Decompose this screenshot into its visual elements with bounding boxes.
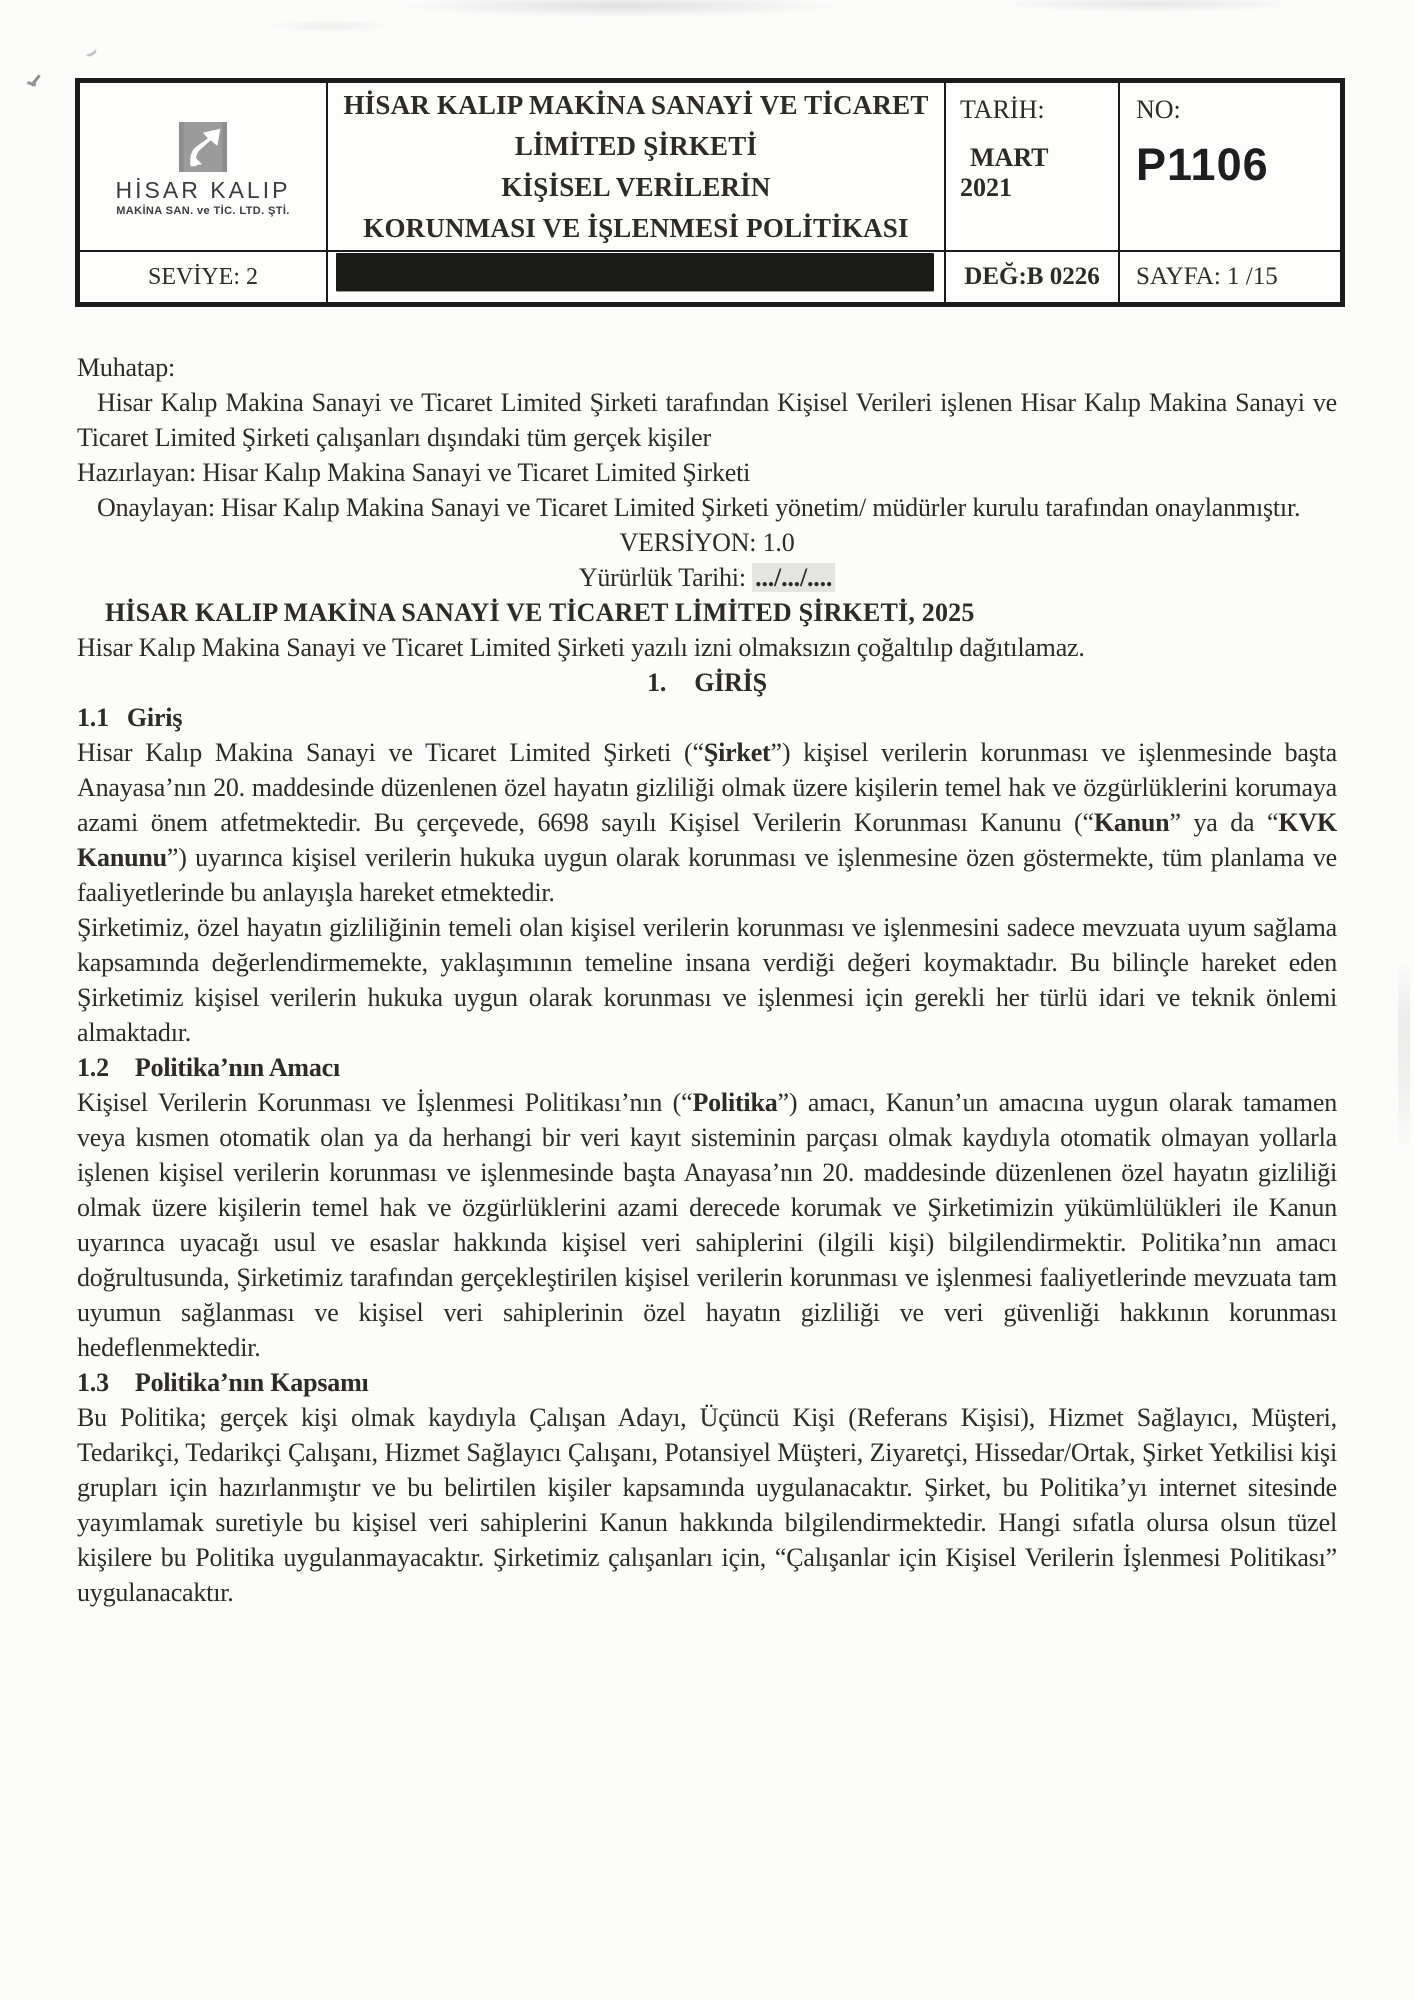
version-line: VERSİYON: 1.0 (619, 528, 795, 557)
page-number-cell: SAYFA: 1 /15 (1136, 263, 1278, 290)
section-1-1-title: Giriş (126, 703, 183, 732)
document-title-line: HİSAR KALIP MAKİNA SANAYİ VE TİCARET (343, 89, 929, 120)
section-1-3-heading (77, 1365, 1337, 1400)
header-row-meta (80, 250, 1340, 302)
level-cell: SEVİYE: 2 (80, 252, 328, 302)
scan-artifact-mark (30, 74, 40, 86)
copyright-heading: HİSAR KALIP MAKİNA SANAYİ VE TİCARET LİMİTED ŞİRKETİ, 2025 (105, 598, 975, 627)
logo-cell (80, 83, 328, 250)
date-cell (946, 83, 1120, 250)
section-1-1-heading (77, 700, 1337, 735)
document-number-cell (1120, 83, 1340, 250)
document-title-line: LİMİTED ŞİRKETİ (514, 130, 758, 161)
redaction-cell (328, 252, 946, 302)
header-row-main (80, 83, 1340, 250)
document-title-line: KİŞİSEL VERİLERİN (501, 171, 771, 202)
effective-date-placeholder: .../.../.... (752, 563, 835, 592)
section-1-heading (77, 665, 1337, 700)
paragraph-1-3: Bu Politika; gerçek kişi olmak kaydıyla Çalışan Adayı, Üçüncü Kişi (Referans Kişisi), Hizmet Sağlayıcı, Müşteri, Tedarikçi, Tedarikçi Çalışanı, Hizmet Sağlayıcı Çalışanı, Potansiyel Müşteri, Ziyaretçi, Hissedar/Ortak, Şirket Yetkilisi kişi grupları için hazırlanmıştır ve bu belirtilen kişiler kapsamında uygulanacaktır. Şirket, bu Politika’yı internet sitesinde yayımlamak suretiyle bu kişisel veri sahiplerini Kanun hakkında bilgilendirmektedir. Hangi sıfatla olursa olsun tüzel kişilere bu Politika uygulanmayacaktır. Şirketimiz çalışanları için, “Çalışanlar için Kişisel Verilerin İşlenmesi Politikası” uygulanacaktır. (77, 1403, 1337, 1607)
document-number-label: NO: (1136, 95, 1181, 124)
date-label: TARİH: (960, 95, 1045, 124)
effective-date-label: Yürürlük Tarihi: (578, 563, 753, 592)
section-1-3-number: 1.3 (77, 1368, 109, 1397)
revision-cell: DEĞ:B 0226 (946, 252, 1120, 302)
paragraph-1-2: Kişisel Verilerin Korunması ve İşlenmesi Politikası’nın (“Politika”) amacı, Kanun’un amacına uygun olarak tamamen veya kısmen otomatik olan ya da herhangi bir veri kayıt sisteminin parçası olmak kaydıyla otomatik olmayan yollarla işlenen kişisel verilerin korunması ve işlenmesinde başta Anayasa’nın 20. maddesinde düzenlenen özel hayatın gizliliği olmak üzere kişilerin temel hak ve özgürlüklerini azami derecede korumak ve Şirketimizin yükümlülükleri ile Kanun uyarınca uyacağı usul ve esaslar hakkında kişisel veri sahiplerini (ilgili kişi) bilgilendirmektir. Politika’nın amacı doğrultusunda, Şirketimiz tarafından gerçekleştirilen kişisel verilerin korunması ve işlenmesi faaliyetlerinde mevzuata tam uyumun sağlanması ve kişisel veri sahiplerinin özel hayatın gizliliği ve veri güvenliği hakkının korunması hedeflenmektedir. (77, 1088, 1337, 1362)
section-1-1-number: 1.1 (77, 703, 109, 732)
hisar-kalip-logo-icon (179, 122, 227, 172)
document-header-table (75, 78, 1345, 307)
paragraph-1-1-b: Şirketimiz, özel hayatın gizliliğinin temeli olan kişisel verilerin korunması ve işlenmesini sadece mevzuata uyum sağlama kapsamında değerlendirmemekte, yaklaşımının temeline insana verdiği değeri koymaktadır. Bu bilinçle hareket eden Şirketimiz kişisel verilerin hukuka uygun olarak korunması ve işlenmesi için gerekli her türlü idari ve teknik önlemi almaktadır. (77, 913, 1337, 1047)
section-1-number: 1. (647, 668, 667, 697)
hazirlayan-line: Hazırlayan: Hisar Kalıp Makina Sanayi ve Ticaret Limited Şirketi (77, 458, 751, 487)
muhatap-label: Muhatap: (77, 353, 176, 382)
muhatap-paragraph: Hisar Kalıp Makina Sanayi ve Ticaret Limited Şirketi tarafından Kişisel Verileri işlenen Hisar Kalıp Makina Sanayi ve Ticaret Limited Şirketi çalışanları dışındaki tüm gerçek kişiler (77, 388, 1337, 452)
document-number-value: P1106 (1136, 139, 1269, 190)
onaylayan-paragraph: Onaylayan: Hisar Kalıp Makina Sanayi ve Ticaret Limited Şirketi yönetim/ müdürler kurulu tarafından onaylanmıştır. (97, 493, 1301, 522)
section-1-2-number: 1.2 (77, 1053, 109, 1082)
effective-date-line (77, 560, 1337, 595)
company-logo-name: HİSAR KALIP (115, 177, 291, 203)
section-1-title: GİRİŞ (694, 668, 767, 697)
redaction-bar (336, 253, 934, 291)
copyright-note: Hisar Kalıp Makina Sanayi ve Ticaret Limited Şirketi yazılı izni olmaksızın çoğaltılıp dağıtılamaz. (77, 633, 1085, 662)
document-title-line: KORUNMASI VE İŞLENMESİ POLİTİKASI (363, 212, 909, 243)
date-month: MART (970, 143, 1049, 172)
document-body (0, 350, 1414, 1610)
document-title (328, 83, 946, 250)
section-1-3-title: Politika’nın Kapsamı (134, 1368, 369, 1397)
paragraph-1-1-a: Hisar Kalıp Makina Sanayi ve Ticaret Limited Şirketi (“Şirket”) kişisel verilerin korunması ve işlenmesinde başta Anayasa’nın 20. maddesinde düzenlenen özel hayatın gizliliği olmak üzere kişilerin temel hak ve özgürlüklerini korumaya azami önem atfetmektedir. Bu çerçevede, 6698 sayılı Kişisel Verilerin Korunması Kanunu (“Kanun” ya da “KVK Kanunu”) uyarınca kişisel verilerin hukuka uygun olarak korunması ve işlenmesine özen göstermekte, tüm planlama ve faaliyetlerinde bu anlayışla hareket etmektedir. (77, 738, 1337, 907)
section-1-2-heading (77, 1050, 1337, 1085)
section-1-2-title: Politika’nın Amacı (134, 1053, 341, 1082)
scan-artifact-mark (82, 42, 98, 58)
date-year: 2021 (960, 173, 1012, 202)
company-logo-subtitle: MAKİNA SAN. ve TİC. LTD. ŞTİ. (116, 205, 290, 217)
